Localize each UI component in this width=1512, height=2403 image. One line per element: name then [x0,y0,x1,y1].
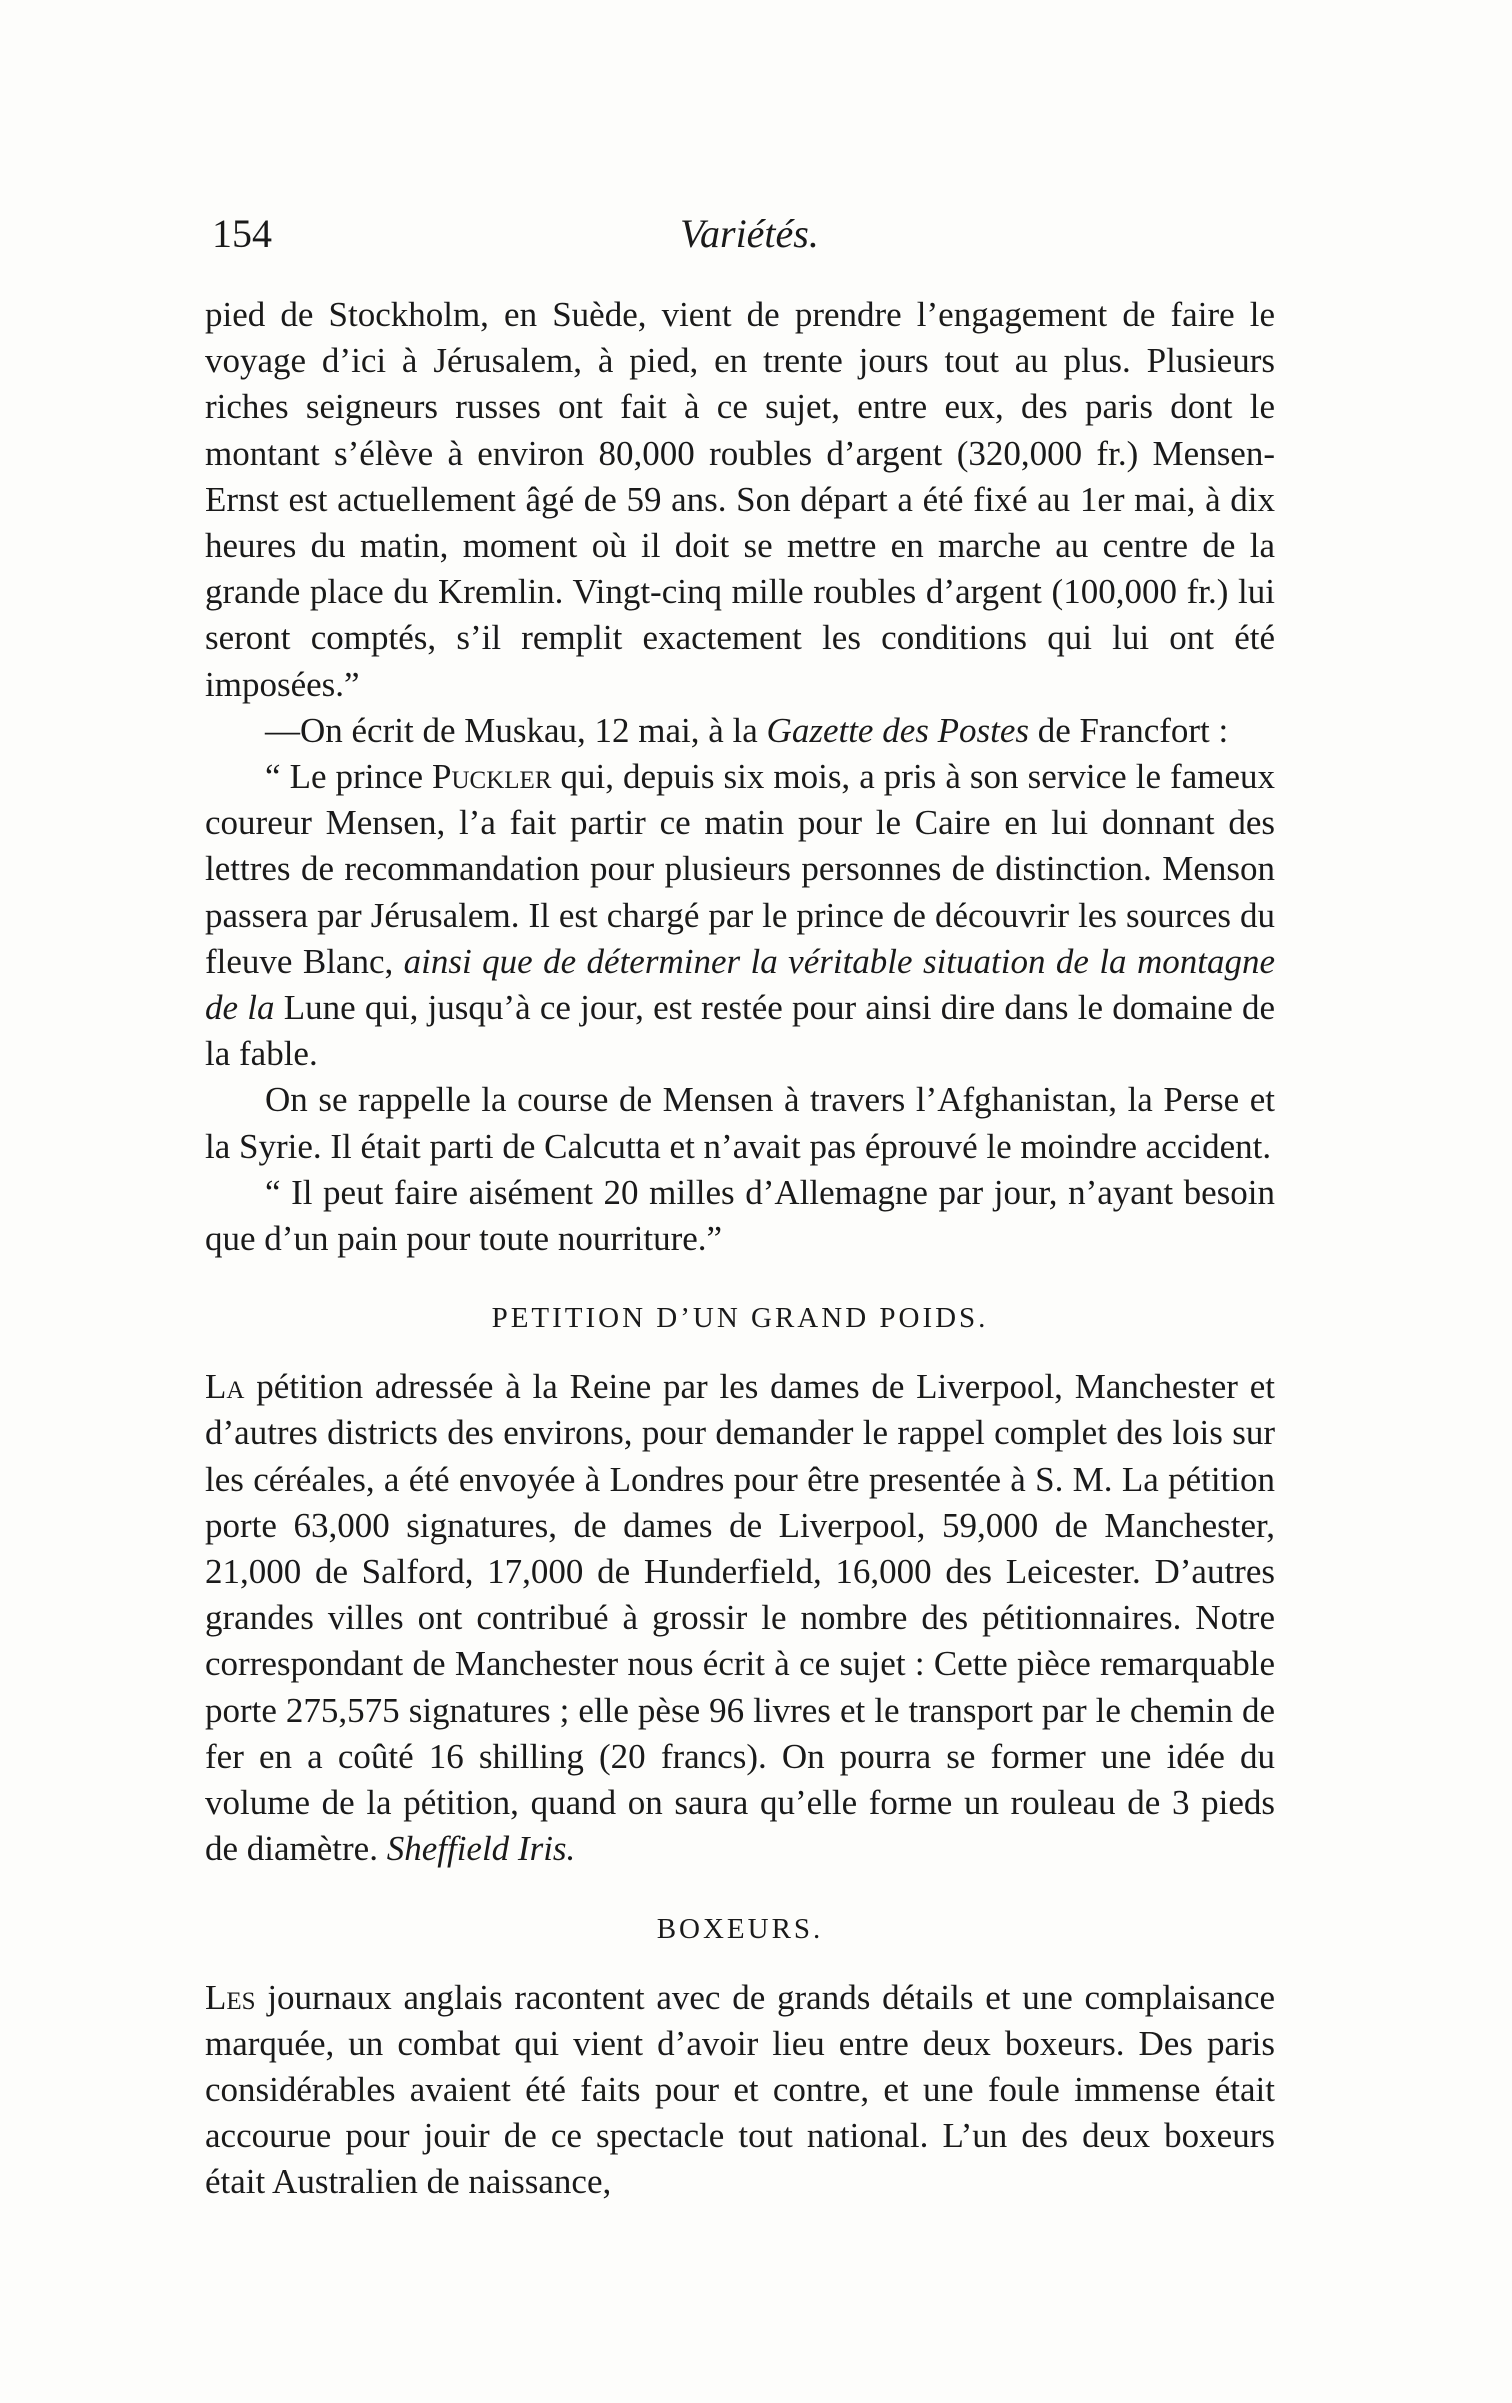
paragraph-boxeurs [205,1975,1275,2206]
muskau-text: —On écrit de Muskau, 12 mai, à la [265,710,767,750]
prince-name: Puckler [432,757,552,797]
paragraph-muskau-intro [205,708,1275,754]
quote-body: qui, depuis six mois, a pris à son service le fameux coureur Mensen, l’a fait partir ce matin pour le Caire en lui donnant des lettres de recommandation pour plusieurs personnes de distinction. Menson passera par Jérusalem. Il est chargé par le prince de découvrir les sources du fleuve Blanc, [205,757,1275,981]
page-header [200,210,1300,270]
paragraph-afghanistan: On se rappelle la course de Mensen à travers l’Afghanistan, la Perse et la Syrie. Il était parti de Calcutta et n’avait pas éprouvé le moindre accident. [205,1080,1275,1166]
boxeurs-lead: Les [205,1977,256,2017]
text-column [205,292,1275,2206]
muskau-text-end: de Francfort : [1029,710,1229,750]
paragraph-prince-quote [205,754,1275,1077]
petition-lead: La [205,1367,245,1407]
paragraph-mensen-continued: pied de Stockholm, en Suède, vient de prendre l’engagement de faire le voyage d’ici à Jérusalem, à pied, en trente jours tout au plus. Plusieurs riches seigneurs russes ont fait à ce sujet, entre eux, des paris dont le montant s’élève à environ 80,000 roubles d’argent (320,000 fr.) Mensen-Ernst est actuellement âgé de 59 ans. Son départ a été fixé au 1er mai, à dix heures du matin, moment où il doit se mettre en marche au centre de la grande place du Kremlin. Vingt-cinq mille roubles d’argent (100,000 fr.) lui seront comptés, s’il remplit exactement les conditions qui lui ont été imposées.” [205,295,1275,704]
page-number: 154 [212,211,272,256]
quote-end: Lune qui, jusqu’à ce jour, est restée pour ainsi dire dans le domaine de la fable. [205,988,1276,1074]
boxeurs-body: journaux anglais racontent avec de grands détails et une complaisance marquée, un combat qui vient d’avoir lieu entre deux boxeurs. Des paris considérables avaient été faits pour et contre, et une foule immense était accourue pour jouir de ce spectacle tout national. L’un des deux boxeurs était Australien de naissance, [205,1977,1275,2202]
section-title-petition: PETITION D’UN GRAND POIDS. [491,1302,989,1335]
quote-open: “ Le prince [265,757,433,797]
gazette-title: Gazette des Postes [766,710,1029,750]
paragraph-milles: “ Il peut faire aisément 20 milles d’Allemagne par jour, n’ayant besoin que d’un pain pour toute nourriture.” [205,1172,1275,1259]
running-head: Variétés. [680,211,819,256]
quote-italic: ainsi que de déterminer la véritable situation de la montagne de la [205,941,1276,1028]
paragraph-petition [205,1364,1275,1872]
section-title-boxeurs: BOXEURS. [656,1912,824,1945]
petition-attribution: Sheffield Iris. [386,1829,576,1869]
petition-body: pétition adressée à la Reine par les dames de Liverpool, Manchester et d’autres districts des environs, pour demander le rappel complet des lois sur les céréales, a été envoyée à Londres pour être presentée à S. M. La pétition porte 63,000 signatures, de dames de Liverpool, 59,000 de Manchester, 21,000 de Salford, 17,000 de Hunderfield, 16,000 des Leicester. D’autres grandes villes ont contribué à grossir le nombre des pétitionnaires. Notre correspondant de Manchester nous écrit à ce sujet : Cette pièce remarquable porte 275,575 signatures ; elle pèse 96 livres et le transport par le chemin de fer en a coûté 16 shilling (20 francs). On pourra se former une idée du volume de la pétition, quand on saura qu’elle forme un rouleau de 3 pieds de diamètre. [205,1367,1275,1869]
